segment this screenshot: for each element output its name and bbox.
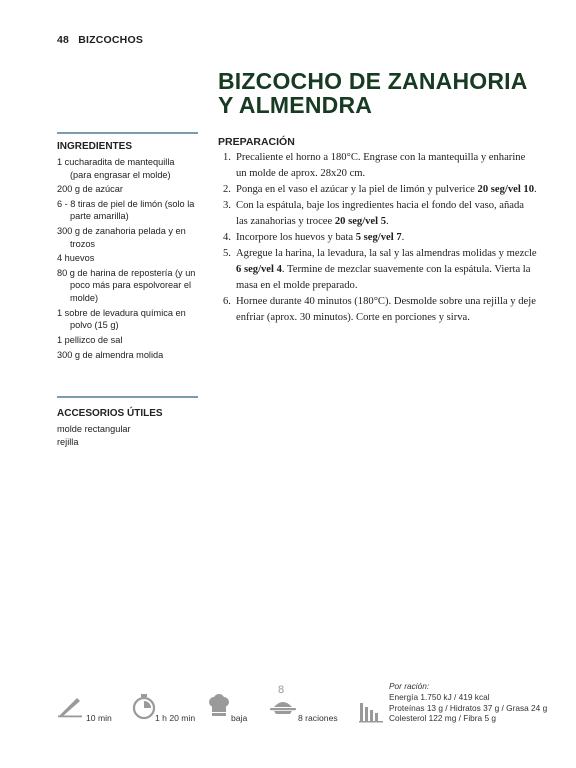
step-setting: 5 seg/vel 7: [355, 232, 402, 243]
ingredient-item: 300 g de zanahoria pelada y en trozos: [57, 226, 186, 249]
ingredients-divider: [57, 132, 198, 134]
page-header: [57, 34, 143, 46]
step-text: Ponga en el vaso el azúcar y la piel de limón y pulverice: [236, 184, 478, 195]
accessory-item: molde rectangular: [57, 424, 131, 434]
chef-hat-icon: [208, 694, 230, 718]
step-number: 2.: [223, 184, 231, 195]
accessory-item: rejilla: [57, 436, 79, 447]
accessories-heading: ACCESORIOS ÚTILES: [57, 408, 163, 419]
ingredient-item: 1 cucharadita de mantequilla (para engrasar el molde): [57, 157, 175, 180]
stopwatch-icon: [132, 694, 156, 720]
ingredients-heading: INGREDIENTES: [57, 141, 133, 152]
recipe-title-line2: Y ALMENDRA: [218, 92, 373, 118]
preparation-step: [218, 182, 538, 198]
nutrition-energy: Energía 1.750 kJ / 419 kcal: [389, 691, 490, 702]
recipe-title-line1: BIZCOCHO DE ZANAHORIA: [218, 68, 528, 94]
preparation-heading: PREPARACIÓN: [218, 136, 295, 148]
nutrition-heading: Por ración:: [389, 681, 430, 691]
difficulty-label: baja: [231, 713, 248, 723]
servings-number: 8: [278, 684, 285, 696]
step-setting: 20 seg/vel 5: [334, 216, 387, 227]
preparation-step: [218, 246, 538, 294]
step-text: Precaliente el horno a 180°C. Engrase con la mantequilla y enharine un molde de aprox. 28x20 cm.: [236, 152, 526, 179]
section-name: BIZCOCHOS: [78, 34, 144, 46]
step-number: 3.: [223, 200, 231, 211]
ingredient-item: 200 g de azúcar: [57, 184, 123, 195]
preparation-step: [218, 150, 538, 182]
step-text: Con la espátula, baje los ingredientes hacia el fondo del vaso, añada las zanahorias y trocee: [236, 200, 524, 227]
ingredient-item: 4 huevos: [57, 253, 95, 264]
total-time: [132, 694, 212, 724]
step-text: .: [534, 184, 537, 195]
ingredient-item: 300 g de almendra molida: [57, 349, 164, 360]
ingredient-item: 1 pellizco de sal: [57, 334, 123, 345]
step-text: .: [401, 232, 405, 243]
step-setting: 6 seg/vel 4: [236, 264, 282, 275]
prep-time-label: 10 min: [86, 713, 112, 723]
nutrition-macros: Proteínas 13 g / Hidratos 37 g / Grasa 24 g: [389, 702, 548, 713]
difficulty: [208, 694, 258, 724]
ingredient-item: 80 g de harina de repostería (y un poco más para espolvorear el molde): [57, 267, 196, 303]
prep-time: [57, 694, 137, 724]
step-number: 5.: [223, 248, 231, 259]
step-text: .: [386, 216, 389, 227]
preparation-step: [218, 230, 538, 246]
page-number: 48: [57, 34, 70, 46]
plate-icon: [268, 697, 298, 715]
nutrition-info: [389, 681, 547, 724]
preparation-steps: [218, 150, 538, 326]
step-setting: 20 seg/vel 10: [477, 184, 535, 195]
preparation-step: [218, 198, 538, 230]
step-number: 4.: [223, 232, 231, 243]
total-time-label: 1 h 20 min: [155, 713, 196, 723]
step-text: . Termine de mezclar suavemente con la espátula. Vierta la masa en el molde preparado.: [236, 264, 531, 291]
accessories-list: [57, 423, 131, 448]
step-number: 1.: [223, 152, 231, 163]
nutrition-other: Colesterol 122 mg / Fibra 5 g: [389, 713, 496, 724]
step-text: Hornee durante 40 minutos (180°C). Desmolde sobre una rejilla y deje enfriar (aprox. 30 minutos). Corte en porciones y sirva.: [236, 296, 536, 323]
recipe-title: [218, 69, 528, 117]
step-text: Incorpore los huevos y bata: [236, 232, 356, 243]
servings: [268, 684, 348, 724]
servings-label: 8 raciones: [298, 713, 338, 723]
bar-chart-icon: [359, 699, 383, 723]
step-text: Agregue la harina, la levadura, la sal y las almendras molidas y mezcle: [236, 248, 537, 259]
accessories-divider: [57, 396, 198, 398]
ingredient-item: 1 sobre de levadura química en polvo (15 g): [57, 307, 186, 331]
ingredient-item: 6 - 8 tiras de piel de limón (solo la parte amarilla): [57, 198, 195, 222]
ingredients-list: [57, 156, 198, 363]
step-number: 6.: [223, 296, 231, 307]
preparation-step: [218, 294, 538, 326]
knife-icon: [57, 694, 83, 718]
